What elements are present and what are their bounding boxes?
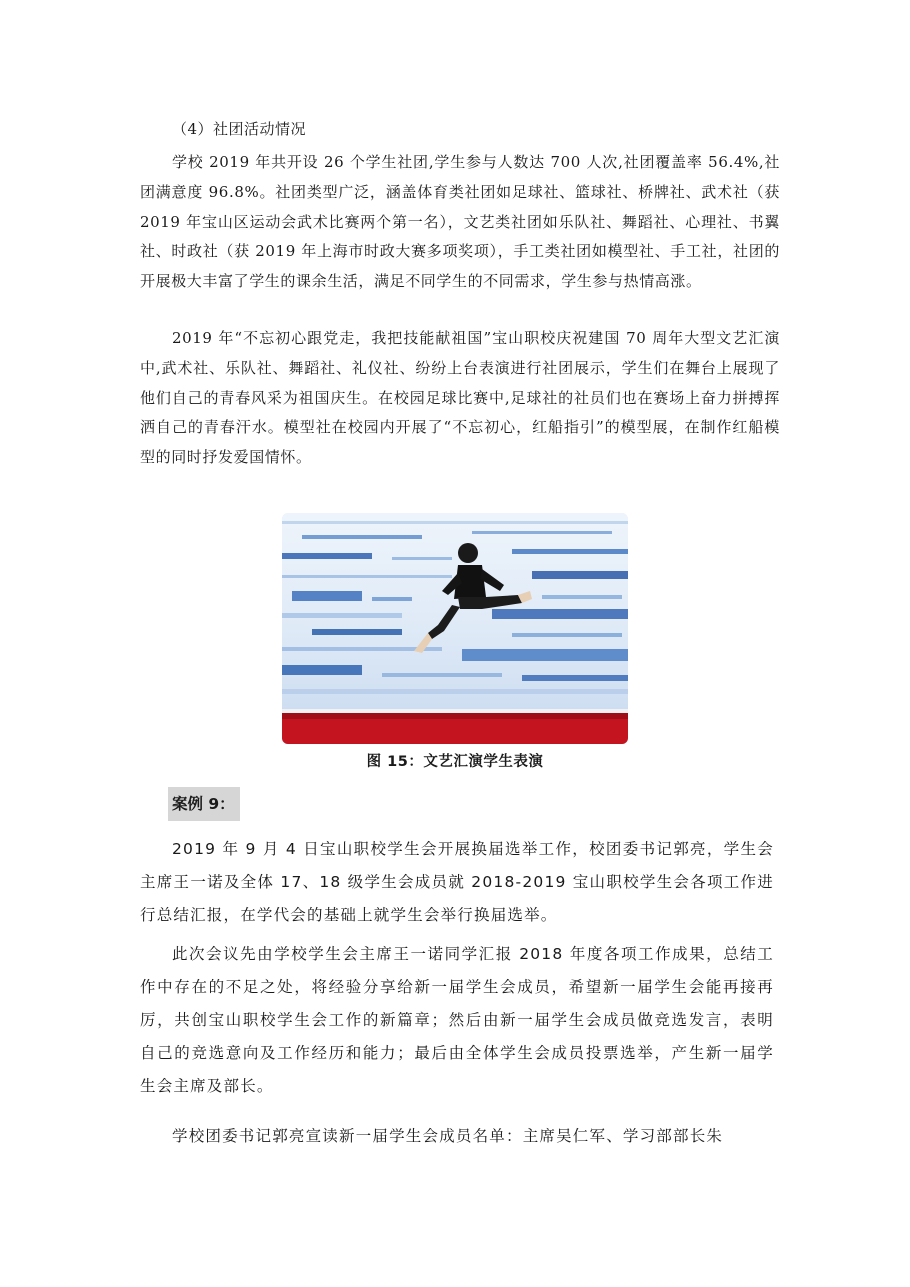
performance-paragraph: 2019 年“不忘初心跟党走，我把技能献祖国”宝山职校庆祝建国 70 周年大型文艺汇演中,武术社、乐队社、舞蹈社、礼仪社、纷纷上台表演进行社团展示，学生们在舞台上展现了他们自己的青春风采为祖国庆生。在校园足球比赛中,足球社的社员们也在赛场上奋力拼搏挥洒自己的青春汗水。模型社在校园内开展了“不忘初心，红船指引”的模型展，在制作红船模型的同时抒发爱国情怀。	[140, 329, 780, 467]
case-label: 案例 9：	[168, 787, 240, 821]
performance-photo	[282, 513, 628, 744]
case-paragraph-1: 2019 年 9 月 4 日宝山职校学生会开展换届选举工作，校团委书记郭亮，学生会主席王一诺及全体 17、18 级学生会成员就 2018-2019 宝山职校学生会各项工作进行总结汇报，在学代会的基础上就学生会举行换届选举。	[140, 840, 774, 924]
case-paragraph-3: 学校团委书记郭亮宣读新一届学生会成员名单：主席吴仁军、学习部部长朱	[172, 1127, 724, 1145]
figure-caption: 图 15：文艺汇演学生表演	[366, 754, 544, 770]
club-summary-paragraph: 学校 2019 年共开设 26 个学生社团,学生参与人数达 700 人次,社团覆盖率 56.4%,社团满意度 96.8%。社团类型广泛，涵盖体育类社团如足球社、篮球社、桥牌社、武术社（获 2019 年宝山区运动会武术比赛两个第一名），文艺类社团如乐队社、舞蹈社、心理社、书翼社、时政社（获 2019 年上海市时政大赛多项奖项），手工类社团如模型社、手工社，社团的开展极大丰富了学生的课余生活，满足不同学生的不同需求，学生参与热情高涨。	[140, 153, 780, 291]
case-paragraph-2: 此次会议先由学校学生会主席王一诺同学汇报 2018 年度各项工作成果，总结工作中存在的不足之处，将经验分享给新一届学生会成员，希望新一届学生会能再接再厉，共创宝山职校学生会工作的新篇章；然后由新一届学生会成员做竞选发言，表明自己的竞选意向及工作经历和能力；最后由全体学生会成员投票选举，产生新一届学生会主席及部长。	[140, 945, 774, 1095]
section-heading: （4）社团活动情况	[172, 120, 307, 138]
